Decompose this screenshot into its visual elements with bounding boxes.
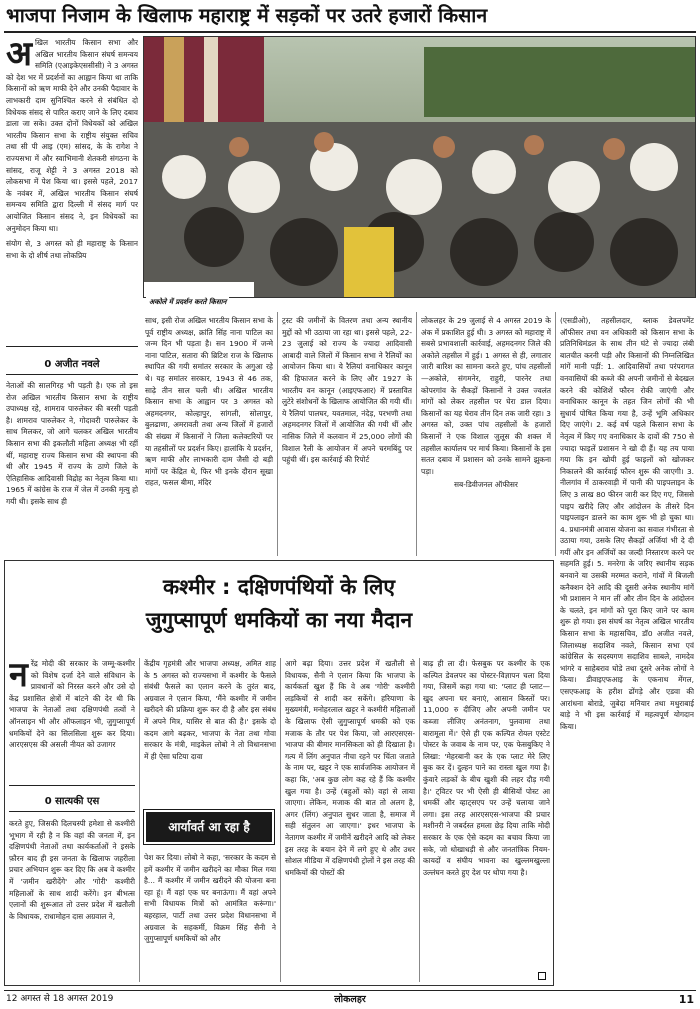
story2-headline-2: जुगुप्सापूर्ण धमकियों का नया मैदान	[145, 608, 413, 632]
story2-headline-1: कश्मीर : दक्षिणपंथियों के लिए	[163, 575, 395, 599]
farmers-protest-photo	[143, 36, 696, 298]
footer-page-number: 11	[678, 993, 694, 1006]
photo-caption: अकोले में प्रदर्शन करते किसान	[146, 297, 229, 307]
story1-col1-text-b: संयोग से, 3 अगस्त को ही महाराष्ट्र के किसान सभा के दो शीर्ष तथा लोकप्रिय	[6, 239, 138, 260]
story1-col1-bottom: नेताओं की सालगिरह भी पड़ती है। एक तो इस रोज अखिल भारतीय किसान सभा के राष्ट्रीय उपाध्यक्ष रहे, शामराव पारुलेकर की बरसी पड़ती है। शामराव पारुलेकर ने, गोदावरी पारुलेकर के साथ मिलकर, जो आगे चलकर अखिल भारतीय किसान सभा की इकलौती महिला अध्यक्ष भी रहीं थीं, महाराष्ट्र राज्य किसान सभा की स्थापना की थी और 1945 में राज्य के ठाणे जिले के ऐतिहासिक आदिवासी विद्रोह का नेतृत्व किया था। 1965 में कांग्रेस के राज में जेल में उनकी मृत्यु हो गयी थी। इसके साथ ही	[6, 381, 138, 506]
story2-col1-top	[9, 658, 135, 775]
story2-col3: आगे बढ़ा दिया। उत्तर प्रदेश में खतौली से विधायक, सैनी ने एलान किया कि भाजपा के कार्यकर्ता खुश हैं कि वे अब 'गोरी' कश्मीरी लड़कियों से शादी कर सकेंगे। हरियाणा के मुख्यमंत्री, मनोहरलाल खट्टर ने कश्मीरी महिलाओं के खिलाफ ऐसी जुगुप्सापूर्ण धमकी को एक मजाक के तौर पर पेश किया, जो आरएसएस-भाजपा की बीमार मानसिकता को ही दिखाता है। गत्य में लिंग अनुपात नीचा रहने पर चिंता जताते के नाम पर, खट्टर ने एक सार्वजनिक आयोजन में कहा कि, 'अब कुछ लोग कह रहे हैं कि कश्मीर खुल गया है। उन्हें (बहुओं को) वहां से लाया जाएगा। लेकिन, मजाक की बात तो अलग है, अगर (लिंग) अनुपात सुधर जाता है, समाज में सही संतुलन आ जाएगा।' इधर भाजपा के नेतागण कश्मीर में जमीनें खरीदने आदि को लेकर इस तरह के बयान देने में लगे हुए थे और उधर सोशल मीडिया में दक्षिणपंथी ट्रोलों ने इस तरह की धमकियों की पोस्टों की	[285, 659, 415, 877]
story2-col1-bottom: करते हुए, जिसकी दिलचस्पी हमेशा से कश्मीरी भूभाग में रही है न कि वहां की जनता में, इन दक्षिणपंथी नेताओं तथा कार्यकर्ताओं ने इसके फ़ौरन बाद ही इस जनता के खिलाफ जहरीला प्रचार अभियान शुरू कर दिए कि अब वे कश्मीर में 'जमीन खरीदेंगे' और 'गोरी' कश्मीरी महिलाओं के साथ शादी करेंगे। इन बीभत्स एलानों की शुरूआत तो उत्तर प्रदेश में खतौली के विधायक, राधामोहन दास अग्रवाल ने,	[9, 819, 135, 921]
story1-col4-text: लोकलहर के 29 जुलाई से 4 अगस्त 2019 के अंक में प्रकाशित हुई थी। 3 अगस्त को महाराष्ट्र में सबसे प्रभावशाली कार्रवाई, अहमदनगर जिले की अकोले तहसील में हुई। 1 अगस्त से ही, लगातार जारी बारिश का सामना करते हुए, पांच तहसीलों—अकोले, संगमनेर, राहुरी, पारनेर तथा कोपरगांव के सैकड़ों किसानों ने उक्त ज्वलंत मांगों को लेकर तहसील पर घेरा डाल दिया। किसानों का यह घेराव तीन दिन तक जारी रहा। 3 अगस्त को, उक्त पांच तहसीलों के हजारों किसानों ने एक विशाल जुलूस की शक्ल में तहसील कार्यालय पर मार्च किया। किसानों के इस सतत दबाव में प्रशासन को उनके सामने झुकना पड़ा।	[421, 316, 551, 476]
byline-rule-top	[9, 785, 135, 786]
story2-byline: 0 सात्यकी एस	[44, 796, 100, 807]
story1-col3: ट्रस्ट की जमीनों के वितरण तथा अन्य स्थानीय मुद्दों को भी उठाया जा रहा था। इससे पहले, 22-23 जुलाई को राज्य के ज्यादा आदिवासी आबादी वाले जिलों में किसान सभा ने रैलियों का आयोजन किया था। ये रैलियां वनाधिकार कानून की हिफाजत करने के लिए और 1927 के भारतीय वन कानून (आइएफआर) में प्रस्तावित लुटेरे संशोधनों के खिलाफ आयोजित की गयी थीं। ये रैलियां पालघर, यवतमाल, नंदेड़, परभणी तथा अहमदनगर जिलों में आयोजित की गयी थीं और नासिक जिले में कलवान में 25,000 लोगों की विशाल रैली के आयोजन में अपने चरमबिंदु पर पहुंची थीं। इस कार्रवाई की रिपोर्ट	[282, 316, 412, 465]
story1-col1-text: खिल भारतीय किसान सभा और अखिल भारतीय किसान संघर्ष समन्वय समिति (एआइकेएससीसी) ने 3 अगस्त को देश भर में प्रदर्शनों का आह्वान किया था ताकि किसानों को ऋण माफी देने और उनकी पैदावार के लाभकारी दाम सुनिश्चित करने से संबंधित दो विधेयक संसद से पारित कराए जाने के लिए दबाव डाला जा सके। उक्त दोनों विधेयकों को अखिल भारतीय किसान सभा के राष्ट्रीय संयुक्त सचिव तथा सी पी आइ (एम) सांसद, के के रागेश ने राज्यसभा में और स्वाभिमानी शेतकरी संगठना के सांसद, राजू शेट्टी ने 3 अगस्त 2018 को लोकसभा में पेश किया था। इससे पहले, 2017 के नवंबर में, अखिल भारतीय किसान संघर्ष समन्वय समिति द्वारा दिल्ली में संसद मार्ग पर आयोजित किसान संसद ने, इन विधेयकों का अनुमोदन किया था।	[6, 38, 138, 233]
end-mark-icon	[538, 972, 546, 980]
story2-box-label	[144, 810, 274, 844]
story1-col2: साथ, इसी रोज अखिल भारतीय किसान सभा के पूर्व राष्ट्रीय अध्यक्ष, क्रांति सिंह नाना पाटिल का जन्म दिन भी पड़ता है। सन 1900 में जन्मे नाना पाटिल, सतारा की ब्रिटिश राज के खिलाफ स्थापित की गयी समांतर सरकार के अगुआ रहे थे। यह समांतर सरकार, 1943 से 46 तक, साढ़े तीन साल चली थी। अखिल भारतीय किसान सभा के आह्वान पर 3 अगस्त को अहमदनगर, कोल्हापुर, सांगली, सोलापुर, बुलढाणा, अमरावती तथा अन्य जिलों में हजारों की संख्या में किसानों ने जिला कलेक्टरियों पर या तहसीलों पर प्रदर्शन किए। हालांकि ये प्रदर्शन, ऋण माफी और लाभकारी दाम जैसी दो बड़ी मांगों पर केंद्रित थे, फिर भी इनके दौरान सूखा राहत, फसल बीमा, मंदिर	[145, 316, 273, 488]
footer-rule	[4, 990, 696, 991]
byline-rule-bottom	[9, 811, 135, 812]
byline-rule-bottom	[6, 374, 138, 375]
story2-col2-top: केंद्रीय गृहमंत्री और भाजपा अध्यक्ष, अमित शाह के 5 अगस्त को राज्यसभा में कश्मीर के फैसले संबंधी फैसले का एलान करने के तुरंत बाद, अग्रवाल ने एलान किया, 'मैंने कश्मीर में जमीन खरीदने की प्रक्रिया शुरू कर दी है और इस संबंध में अपने मित्र, यासिर से बात की है।' इसके दो कदम आगे बढ़कर, भाजपा के नेता तथा गोवा सरकार के मंत्री, माइकेल लोबो ने तो विधानसभा में ही ऐसा घटिया दावा	[144, 659, 276, 761]
headline-rule	[4, 31, 696, 33]
top-headline: भाजपा निजाम के खिलाफ महाराष्ट्र में सड़कों पर उतरे हजारों किसान	[6, 4, 488, 27]
story1-col4	[421, 315, 551, 555]
crowd-image	[144, 37, 696, 298]
col-divider	[555, 312, 556, 556]
byline-rule-top	[6, 346, 138, 347]
story1-col4-sig: सब-डिवीजनल ऑफीसर	[454, 480, 518, 490]
box-label-text: आर्यावर्त आ रहा है	[168, 820, 250, 834]
story2-col2-bottom: पेश कर दिया। लोबो ने कहा, 'सरकार के कदम से हमें कश्मीर में जमीन खरीदने का मौका मिल गया है... मैं कश्मीर में जमीन खरीदने की योजना बना रहा हूं। मैं वहां एक घर बनाऊंगा। मैं वहां अपने सभी विधायक मित्रों को आमंत्रित करूंगा।' बहरहाल, पार्टी तथा उत्तर प्रदेश विधानसभा में अग्रवाल के सहकर्मी, विक्रम सिंह सैनी ने जुगुप्सापूर्ण धमकियों को और	[144, 853, 276, 944]
col-divider	[419, 658, 420, 982]
col-divider	[416, 312, 417, 556]
footer-date: 12 अगस्त से 18 अगस्त 2019	[6, 994, 114, 1004]
footer-paper-name: लोकलहर	[334, 994, 366, 1005]
story1-col1-top	[6, 37, 138, 345]
col-divider	[280, 658, 281, 982]
story2-col4: बाढ़ ही ला दी। फेसबुक पर कश्मीर के एक कल्पित डेवलपर का पोस्टर-विज्ञापन चला दिया गया, जिसमें कहा गया था: 'प्लाट ही प्लाट—खुद अपना घर बनाएं, आसान किस्तों पर। 11,000 रु दीजिए और अपनी जमीन पर कब्जा लीजिए अनंतनाग, पुलवामा तथा बारामूला में।' ऐसे ही एक कल्पित रोयल एस्टेट पोस्टर के जवाब के नाम पर, एक फेसबुकिए ने लिखा: 'मेहरबानी कर के एक प्लाट मेरे लिए बुक कर दें। दुल्हन पाने का रास्ता खुल गया है। कुंवारे लड़कों के बीच खुशी की लहर दौड़ गयी है।' ट्विटर पर भी ऐसी ही बीसियों पोस्ट आ धमकीं और व्हाट्सएप पर उन्हें चलाया जाने लगा। इस तरह आरएसएस-भाजपा की प्रचार मशीनरी ने जबर्दस्त हमला छेड़ दिया ताकि मोदी सरकार के एक ऐसे कदम का बचाव किया जा सके, जो धोखाधड़ी से और जनतांत्रिक नियम-कायदों व संघीय भावना का खुल्लमखुल्ला उल्लंघन करते हुए देश पर थोपा गया है।	[423, 659, 550, 877]
story1-col5: (एसडीओ), तहसीलदार, ब्लाक डेवलपमेंट ऑफीसर तथा वन अधिकारी को किसान सभा के प्रतिनिधिमंडल के साथ तीन घंटे से ज्यादा लंबी बातचीत करनी पड़ी और किसानों की निम्नलिखित मांगें मानी पड़ीं: 1. आदिवासियों तथा परंपरागत वनवासियों की कब्जे की अपनी जमीनों से बेदखल करने की कोशिशें फौरन रोकी जाएंगी और वनाधिकार कानून के तहत जिन लोगों की भी सुधार्य पोषित किया गया है, उन्हें भूमि अधिकार दिए जाएंगे। 2. कई वर्ष पहले किसान सभा के नेतृत्व में किए गए वनाधिकार के दावों की 750 से ज्यादा फाइलें प्रशासन ने खो दी हैं। यह तय पाया गया कि इन खोयी हुई फाइलों को खोजकर निकालने की कार्रवाई फौरन शुरू की जाएगी। 3. नीलगांव में ठाकरवाड़ी में पानी की पाइपलाइन के लिए 3 लाख 80 फीरन जारी कर दिए गए, जिससे पाइप खरीदे लिए और आंदोलन के तीसरे दिन पाइपलाइन डालने का काम शुरू भी हो चुका था। 4. प्रधानमंत्री आवास योजना का सवाल गंभीरता से उठाया गया, उसके लिए सैकड़ों अर्जियां भी दे दी गयीं और इन अर्जियों का जल्दी निस्तारण करने पर सहमति हुई। 5. मनरेगा के जरिए स्थानीय सड़क बनवाने या उसकी मरम्मत कराने, गांवों में बिजली कनैक्शन देने आदि की दूसरी अनेक स्थानीय मांगें भी प्रशासन ने मान लीं और तीन दिन के आंदोलन के चलते, इन मांगों को पूरा किए जाने पर काम शुरू हो गया। इस संघर्ष का नेतृत्व अखिल भारतीय किसान सभा के महासचिव, डॉ0 अजीत नवले, जिलाध्यक्ष सदाशिव नवले, किसान सभा एवं कांग्रेसिल के सदस्यगण सदाशिव साबले, नामदेव भांगरे व साहेबराव घोडे तथा दूसरे अनेक लोगों ने किया। डीवाइएफआइ के एकनाथ मेंगल, एसएफआइ के हरीश ढोंगड़े और एडवा की आरांधना बोराडे, जुबेदा मनियार तथा मथुराबाई बाड़े ने भी इस कार्रवाई में महत्वपूर्ण योगदान किया।	[560, 316, 694, 731]
story1-drop-letter: अ	[6, 37, 32, 74]
story2-col1-text: रेंद्र मोदी की सरकार के जम्मू-कश्मीर को विशेष दर्जा देने वाले संविधान के प्रावधानों को निरस्त करने और उसे दो केंद्र प्रशासित क्षेत्रों में बांटने की देर थी कि भाजपा के नेताओं तथा दक्षिणपंथी तत्वों ने ऑनलाइन भी और ऑफलाइन भी, जुगुप्सापूर्ण धमकियों देने का सिलसिला शुरू कर दिया। आरएसएस की असली नीयत को उजागर	[9, 659, 135, 750]
story2-drop-letter: न	[9, 658, 28, 695]
col-divider	[277, 312, 278, 556]
story1-byline: 0 अजीत नवले	[44, 359, 100, 370]
col-divider	[139, 658, 140, 982]
